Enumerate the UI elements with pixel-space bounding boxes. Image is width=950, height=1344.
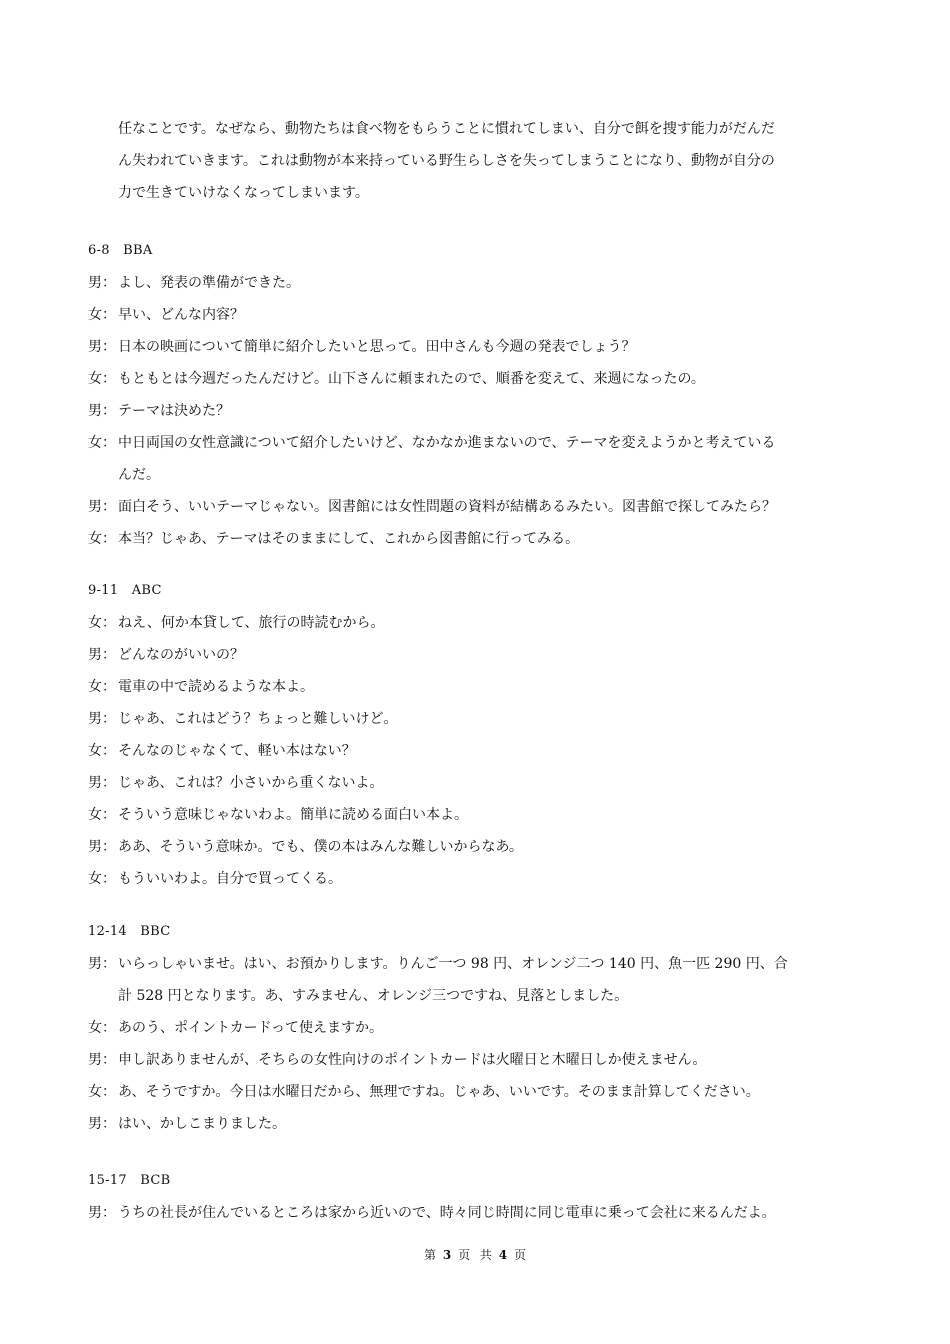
dialogue-line <box>88 948 878 1012</box>
section-label: 15-17 BCB <box>88 1173 171 1188</box>
page-footer <box>0 1246 950 1263</box>
intro-paragraph <box>118 113 868 209</box>
dialogue-line <box>88 863 878 895</box>
speaker: 女： <box>88 531 116 547</box>
dialogue-line <box>88 671 878 703</box>
intro-line: ん失われていきます。これは動物が本来持っている野生らしさを失ってしまうことになり、動物が自分の <box>118 153 775 169</box>
speaker: 男： <box>88 956 116 972</box>
speaker: 男： <box>88 1116 116 1132</box>
utterance: もういいわよ。自分で買ってくる。 <box>118 871 342 887</box>
section-label: 12-14 BBC <box>88 924 171 939</box>
speaker: 男： <box>88 403 116 419</box>
dialogue-line <box>88 799 878 831</box>
speaker: 男： <box>88 275 116 291</box>
utterance: あのう、ポイントカードって使えますか。 <box>118 1020 384 1036</box>
speaker: 女： <box>88 871 116 887</box>
footer-mid2: 共 <box>479 1248 492 1262</box>
dialogue-line <box>88 299 878 331</box>
dialogue-line <box>88 639 878 671</box>
dialogue-line <box>88 523 878 555</box>
utterance: 本当？じゃあ、テーマはそのままにして、これから図書館に行ってみる。 <box>118 531 580 547</box>
utterance: 中日両国の女性意識について紹介したいけど、なかなか進まないので、テーマを変えようかと考えている <box>118 435 776 451</box>
speaker: 女： <box>88 1084 116 1100</box>
dialogue-line <box>88 1012 878 1044</box>
dialogue-line <box>88 1108 878 1140</box>
speaker: 女： <box>88 435 116 451</box>
utterance: 早い、どんな内容？ <box>118 307 244 323</box>
utterance: どんなのがいいの？ <box>118 647 244 663</box>
utterance: ねえ、何か本貸して、旅行の時読むから。 <box>118 615 385 631</box>
dialogue-line <box>88 1044 878 1076</box>
utterance: 面白そう、いいテーマじゃない。図書館には女性問題の資料が結構あるみたい。図書館で探してみたら？ <box>118 499 776 515</box>
utterance: ああ、そういう意味か。でも、僕の本はみんな難しいからなあ。 <box>118 839 523 855</box>
dialogue-section-9-11 <box>88 575 878 895</box>
utterance: じゃあ、これはどう？ちょっと難しいけど。 <box>118 711 398 727</box>
dialogue-line <box>88 1076 878 1108</box>
utterance: あ、そうですか。今日は水曜日だから、無理ですね。じゃあ、いいです。そのまま計算してください。 <box>118 1084 760 1100</box>
speaker: 女： <box>88 307 116 323</box>
speaker: 男： <box>88 647 116 663</box>
dialogue-line <box>88 703 878 735</box>
speaker: 女： <box>88 807 116 823</box>
speaker: 男： <box>88 839 116 855</box>
utterance: よし、発表の準備ができた。 <box>118 275 300 291</box>
utterance: 申し訳ありませんが、そちらの女性向けのポイントカードは火曜日と木曜日しか使えません。 <box>118 1052 707 1068</box>
footer-mid1: 页 <box>458 1248 471 1262</box>
speaker: 男： <box>88 1052 116 1068</box>
intro-line: 任なことです。なぜなら、動物たちは食べ物をもらうことに慣れてしまい、自分で餌を捜す能力がだんだ <box>118 121 775 137</box>
dialogue-section-15-17 <box>88 1165 878 1229</box>
utterance: じゃあ、これは？小さいから重くないよ。 <box>118 775 384 791</box>
dialogue-line <box>88 267 878 299</box>
dialogue-line <box>88 735 878 767</box>
speaker: 男： <box>88 499 116 515</box>
speaker: 男： <box>88 339 116 355</box>
dialogue-line <box>88 395 878 427</box>
utterance-continued: 計 528 円となります。あ、すみません、オレンジ三つですね、見落としました。 <box>118 988 629 1004</box>
section-label: 6-8 BBA <box>88 243 153 258</box>
speaker: 女： <box>88 615 116 631</box>
dialogue-line <box>88 767 878 799</box>
dialogue-line <box>88 331 878 363</box>
page-number: 3 <box>442 1248 452 1262</box>
footer-post: 页 <box>513 1248 526 1262</box>
speaker: 男： <box>88 775 116 791</box>
speaker: 男： <box>88 1205 116 1221</box>
speaker: 男： <box>88 711 116 727</box>
speaker: 女： <box>88 743 116 759</box>
utterance: もともとは今週だったんだけど。山下さんに頼まれたので、順番を変えて、来週になったの。 <box>118 371 705 387</box>
section-label: 9-11 ABC <box>88 583 162 598</box>
dialogue-line <box>88 607 878 639</box>
dialogue-line <box>88 491 878 523</box>
dialogue-line <box>88 363 878 395</box>
utterance-continued: んだ。 <box>118 467 160 483</box>
dialogue-line <box>88 831 878 863</box>
dialogue-section-6-8 <box>88 235 878 555</box>
speaker: 女： <box>88 371 116 387</box>
utterance: そんなのじゃなくて、軽い本はない？ <box>118 743 356 759</box>
utterance: いらっしゃいませ。はい、お預かりします。りんご一つ 98 円、オレンジ二つ 140 円、魚一匹 290 円、合 <box>118 956 788 972</box>
dialogue-line <box>88 427 878 491</box>
utterance: 電車の中で読めるような本よ。 <box>118 679 314 695</box>
utterance: 日本の映画について簡単に紹介したいと思って。田中さんも今週の発表でしょう？ <box>118 339 636 355</box>
speaker: 女： <box>88 679 116 695</box>
page-total: 4 <box>498 1248 508 1262</box>
speaker: 女： <box>88 1020 116 1036</box>
intro-line: 力で生きていけなくなってしまいます。 <box>118 185 369 201</box>
utterance: そういう意味じゃないわよ。簡単に読める面白い本よ。 <box>118 807 468 823</box>
dialogue-line <box>88 1197 878 1229</box>
utterance: うちの社長が住んでいるところは家から近いので、時々同じ時間に同じ電車に乗って会社に来るんだよ。 <box>118 1205 776 1221</box>
utterance: はい、かしこまりました。 <box>118 1116 286 1132</box>
footer-pre: 第 <box>424 1248 437 1262</box>
utterance: テーマは決めた？ <box>118 403 230 419</box>
dialogue-section-12-14 <box>88 916 878 1140</box>
